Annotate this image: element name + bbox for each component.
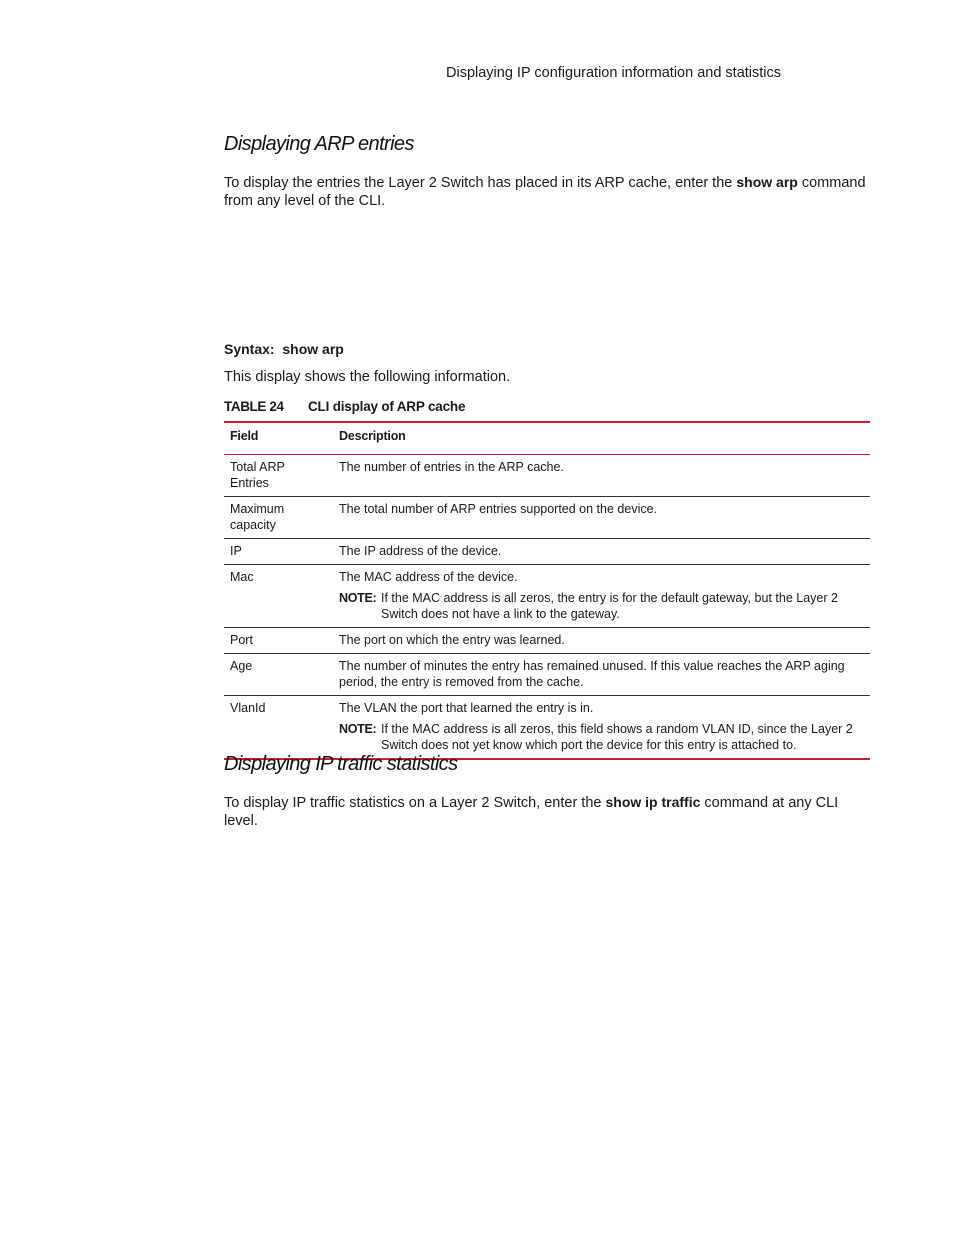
description-cell <box>333 696 870 760</box>
table-row <box>224 565 870 628</box>
note-text: If the MAC address is all zeros, this field shows a random VLAN ID, since the Layer 2 Switch does not yet know which port the device for this entry is attached to. <box>381 722 853 752</box>
table-caption <box>224 399 465 414</box>
ip-traffic-paragraph <box>224 793 874 830</box>
column-header-description: Description <box>333 422 870 455</box>
description-cell: The total number of ARP entries supported on the device. <box>333 497 870 539</box>
arp-cache-table <box>224 421 870 760</box>
field-cell: Maximum capacity <box>224 497 333 539</box>
table-row <box>224 654 870 696</box>
table-header-row <box>224 422 870 455</box>
command-show-ip-traffic: show ip traffic <box>605 794 701 810</box>
command-show-arp: show arp <box>736 174 798 190</box>
description-text: The MAC address of the device. <box>339 570 518 584</box>
note <box>339 721 864 753</box>
column-header-field: Field <box>224 422 333 455</box>
field-cell: IP <box>224 539 333 565</box>
description-cell: The IP address of the device. <box>333 539 870 565</box>
description-cell <box>333 565 870 628</box>
description-cell: The port on which the entry was learned. <box>333 628 870 654</box>
table-number: TABLE 24 <box>224 399 284 414</box>
syntax-command: show arp <box>282 341 344 357</box>
syntax-label: Syntax: <box>224 341 275 357</box>
running-header: Displaying IP configuration information and statistics <box>446 65 782 81</box>
ip-traffic-text: To display IP traffic statistics on a Layer 2 Switch, enter the <box>224 795 606 811</box>
field-cell: VlanId <box>224 696 333 760</box>
note-text: If the MAC address is all zeros, the entry is for the default gateway, but the Layer 2 Switch does not have a link to the gateway. <box>381 591 838 621</box>
arp-intro-text: To display the entries the Layer 2 Switch has placed in its ARP cache, enter the <box>224 175 737 191</box>
note-label: NOTE: <box>339 722 377 736</box>
table-row <box>224 696 870 760</box>
note-label: NOTE: <box>339 591 377 605</box>
table-row <box>224 497 870 539</box>
table-row <box>224 455 870 497</box>
table-intro-paragraph: This display shows the following information. <box>224 369 511 385</box>
table-row <box>224 628 870 654</box>
description-cell: The number of entries in the ARP cache. <box>333 455 870 497</box>
table-title: CLI display of ARP cache <box>308 399 466 414</box>
arp-intro-paragraph <box>224 173 874 210</box>
note <box>339 590 864 622</box>
arp-intro-text-end: command from any level of the CLI. <box>224 175 866 209</box>
description-text: The VLAN the port that learned the entry is in. <box>339 701 594 715</box>
ip-traffic-text-end: command at any CLI level. <box>224 795 839 829</box>
table-row <box>224 539 870 565</box>
field-cell: Mac <box>224 565 333 628</box>
section-heading-ip-traffic: Displaying IP traffic statistics <box>224 753 458 775</box>
field-cell: Age <box>224 654 333 696</box>
field-cell: Port <box>224 628 333 654</box>
syntax-line <box>224 341 344 357</box>
section-heading-arp-entries: Displaying ARP entries <box>224 133 414 155</box>
field-cell: Total ARP Entries <box>224 455 333 497</box>
description-cell: The number of minutes the entry has remained unused. If this value reaches the ARP aging period, the entry is removed from the cache. <box>333 654 870 696</box>
